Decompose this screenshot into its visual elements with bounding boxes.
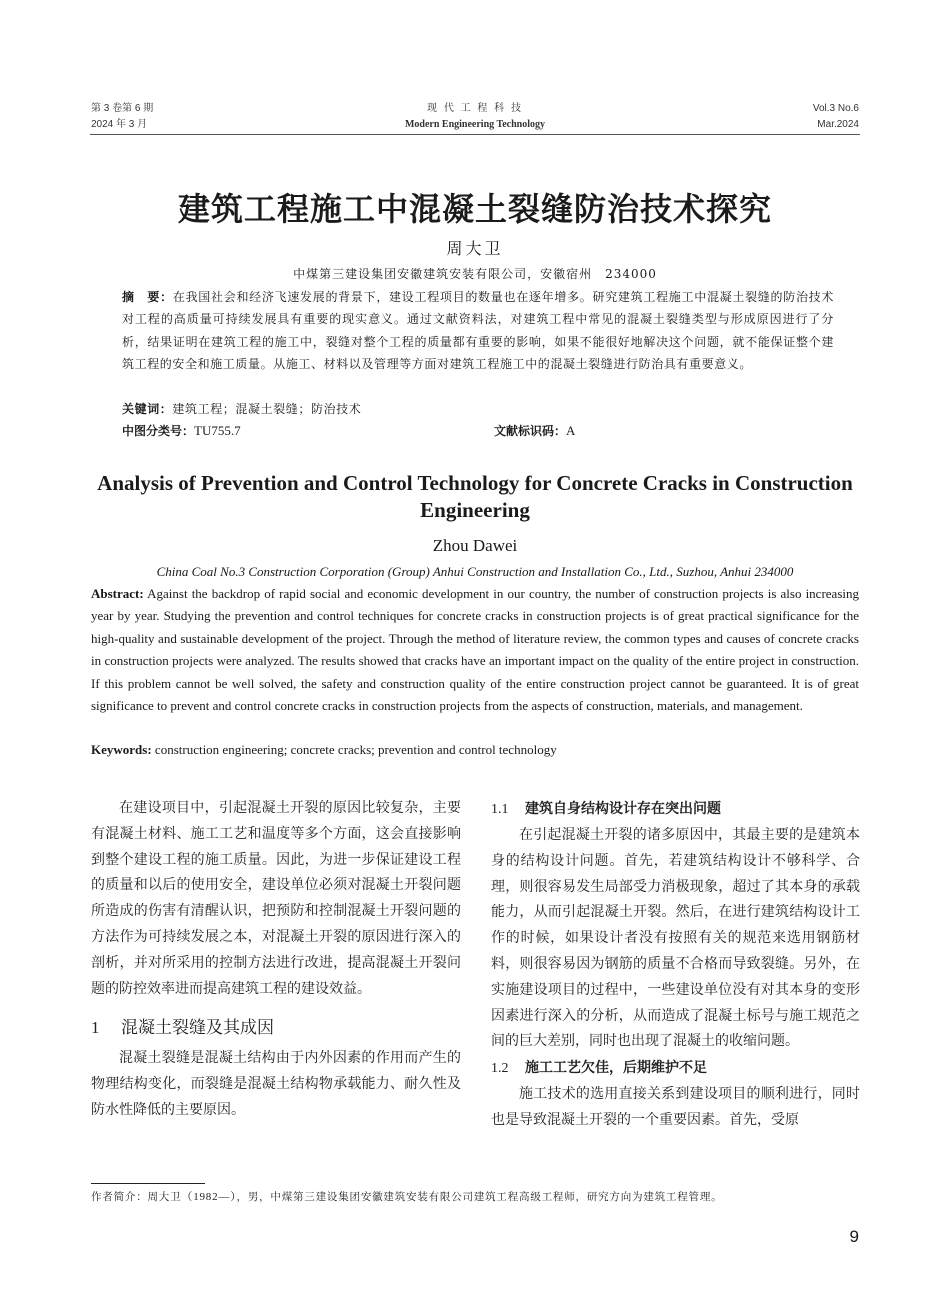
document-code-label: 文献标识码： bbox=[494, 424, 567, 438]
keywords-text-en: construction engineering; concrete cracks; prevention and control technology bbox=[151, 742, 557, 757]
footnote-name: 周大卫 bbox=[147, 1191, 182, 1203]
abstract-en bbox=[91, 583, 859, 717]
header-volume: 第 3 卷第 6 期 bbox=[91, 103, 154, 114]
footnote-years: （1982—） bbox=[181, 1191, 237, 1203]
section-1-2-number: 1.2 bbox=[491, 1061, 509, 1077]
section-1-number: 1 bbox=[91, 1018, 100, 1038]
section-1-1-number: 1.1 bbox=[491, 802, 509, 817]
author-footnote bbox=[91, 1188, 722, 1204]
footnote-label: 作者简介： bbox=[91, 1191, 148, 1203]
keywords-en bbox=[91, 739, 557, 761]
keywords-text-cn: 建筑工程；混凝土裂缝；防治技术 bbox=[172, 402, 362, 416]
keywords-label-en: Keywords: bbox=[91, 742, 152, 757]
section-1-title: 混凝土裂缝及其成因 bbox=[121, 1018, 274, 1039]
intro-paragraph: 在建设项目中，引起混凝土开裂的原因比较复杂，主要有混凝土材料、施工工艺和温度等多个方面，这会直接影响到整个建设工程的施工质量。因此，为进一步保证建设工程的质量和以后的使用安全，建设单位必须对混凝土开裂问题所造成的伤害有清醒认识，把预防和控制混凝土开裂问题的方法作为可持续发展之本，对混凝土开裂的原因进行深入的剖析，并对所采用的控制方法进行改进，提高混凝土开裂问题的防控效率进而提高建筑工程的建设效益。 bbox=[91, 800, 461, 997]
page-number: 9 bbox=[849, 1227, 859, 1246]
clc-value: TU755.7 bbox=[194, 423, 241, 438]
paper-title-cn: 建筑工程施工中混凝土裂缝防治技术探究 bbox=[177, 190, 772, 228]
section-1-1-heading bbox=[491, 796, 860, 823]
section-1-1-paragraph: 在引起混凝土开裂的诸多原因中，其最主要的是建筑本身的结构设计问题。首先，若建筑结构设计不够科学、合理，则很容易发生局部受力消极现象，超过了其本身的承载能力，从而引起混凝土开裂。然后，在进行建筑结构设计工作的时候，如果设计者没有按照有关的规范来选用钢筋材料，则很容易因为钢筋的质量不合格而导致裂缝。另外，在实施建设项目的过程中，一些建设单位没有对其本身的变形因素进行深入的分析，从而造成了混凝土标号与施工规范之间的巨大差别，同时也出现了混凝土的收缩问题。 bbox=[491, 827, 860, 1050]
affiliation-en: China Coal No.3 Construction Corporation (Group) Anhui Construction and Installation Co., Ltd., Suzhou, Anhui 234000 bbox=[156, 564, 794, 579]
affiliation-cn: 中煤第三建设集团安徽建筑安装有限公司，安徽宿州 234000 bbox=[293, 267, 657, 281]
abstract-text-en: Against the backdrop of rapid social and economic development in our country, the number of construction projects is also increasing year by year. Studying the prevention and control techniques for concrete cracks in construction projects is of great practical significance for the high-quality and sustainable development of the project. Through the method of literature review, the common types and causes of concrete cracks in construction projects were analyzed. The results showed that cracks have an important impact on the quality of the entire project in construction. If this problem cannot be well solved, the safety and construction quality of the entire construction project cannot be guaranteed. It is of great significance to prevent and control concrete cracks in construction projects from the aspects of construction, materials, and management. bbox=[91, 586, 859, 714]
section-1-2-title: 施工工艺欠佳，后期维护不足 bbox=[525, 1060, 707, 1077]
section-1-1-title: 建筑自身结构设计存在突出问题 bbox=[525, 801, 721, 817]
journal-name bbox=[0, 101, 950, 133]
body-left-column bbox=[91, 796, 461, 1124]
section-1-paragraph: 混凝土裂缝是混凝土结构由于内外因素的作用而产生的物理结构变化，而裂缝是混凝土结构物承载能力、耐久性及防水性降低的主要原因。 bbox=[91, 1050, 461, 1118]
footnote-rule bbox=[91, 1183, 205, 1184]
section-1-2-paragraph: 施工技术的选用直接关系到建设项目的顺利进行，同时也是导致混凝土开裂的一个重要因素。首先，受原 bbox=[491, 1086, 860, 1128]
header-rule bbox=[90, 134, 860, 135]
clc-label: 中图分类号： bbox=[122, 424, 195, 438]
abstract-cn bbox=[122, 286, 834, 376]
journal-volume-en bbox=[813, 101, 859, 133]
document-code bbox=[494, 422, 575, 439]
author-cn: 周大卫 bbox=[446, 239, 504, 258]
journal-name-en: Modern Engineering Technology bbox=[404, 119, 545, 130]
document-code-value: A bbox=[566, 423, 576, 438]
abstract-label-en: Abstract: bbox=[91, 586, 144, 601]
keywords-cn bbox=[122, 400, 361, 417]
author-en: Zhou Dawei bbox=[432, 536, 518, 555]
section-1-2-heading bbox=[491, 1055, 860, 1082]
abstract-text-cn: 在我国社会和经济飞速发展的背景下，建设工程项目的数量也在逐年增多。研究建筑工程施工中混凝土裂缝的防治技术对工程的高质量可持续发展具有重要的现实意义。通过文献资料法，对建筑工程中常见的混凝土裂缝类型与形成原因进行了分析，结果证明在建筑工程的施工中，裂缝对整个工程的质量都有重要的影响，如果不能很好地解决这个问题，就不能保证整个建筑工程的安全和施工质量。从施工、材料以及管理等方面对建筑工程施工中的混凝土裂缝进行防治具有重要意义。 bbox=[122, 290, 834, 372]
clc-number bbox=[122, 422, 241, 439]
journal-name-cn: 现 代 工 程 科 技 bbox=[427, 103, 523, 114]
header-date-en: Mar.2024 bbox=[817, 119, 859, 130]
paper-title-en: Analysis of Prevention and Control Technology for Concrete Cracks in Construction Engineering bbox=[97, 471, 853, 522]
header-date: 2024 年 3 月 bbox=[91, 119, 148, 130]
keywords-label-cn: 关键词： bbox=[122, 402, 173, 416]
abstract-label-cn: 摘 要： bbox=[122, 290, 173, 304]
section-1-heading bbox=[91, 1015, 461, 1041]
footnote-description: ，男，中煤第三建设集团安徽建筑安装有限公司建筑工程高级工程师，研究方向为建筑工程管理。 bbox=[236, 1191, 723, 1203]
header-volume-en: Vol.3 No.6 bbox=[812, 103, 859, 114]
body-right-column bbox=[491, 796, 860, 1134]
